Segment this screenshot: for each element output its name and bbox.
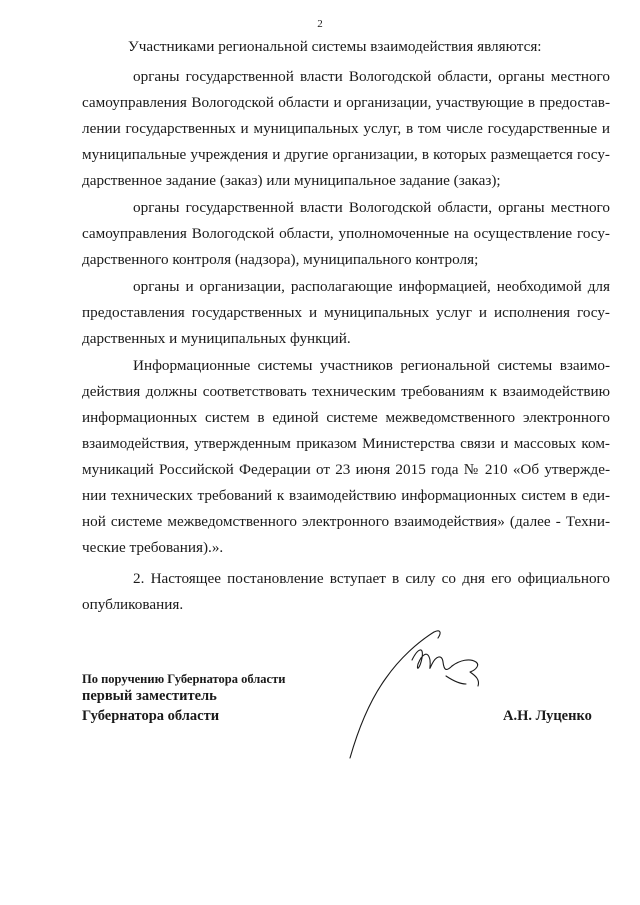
paragraph-item3-line: предоставления государственных и муниципальных услуг и исполнения госу- <box>82 304 610 321</box>
paragraph-item2-line: дарственного контроля (надзора), муниципального контроля; <box>82 251 479 268</box>
page-number: 2 <box>317 18 323 30</box>
paragraph-intro-line: Участниками региональной системы взаимодействия являются: <box>128 38 542 55</box>
paragraph-item3-line: органы и организации, располагающие информацией, необходимой для <box>133 278 610 295</box>
signature-role-line2: первый заместитель <box>82 688 217 704</box>
paragraph-item1-line: дарственное задание (заказ) или муниципальное задание (заказ); <box>82 172 501 189</box>
paragraph-clause2-line: 2. Настоящее постановление вступает в силу со дня его официального <box>133 570 610 587</box>
signatory-name: А.Н. Луценко <box>503 708 592 724</box>
handwritten-signature <box>348 620 508 760</box>
paragraph-info-systems-line: взаимодействия, утвержденным приказом Министерства связи и массовых ком- <box>82 435 610 452</box>
paragraph-info-systems-line: Информационные системы участников региональной системы взаимо- <box>133 357 610 374</box>
paragraph-item1-line: самоуправления Вологодской области и организации, участвующие в предостав- <box>82 94 610 111</box>
paragraph-info-systems-line: ческие требования).». <box>82 539 224 556</box>
paragraph-item3-line: дарственных и муниципальных функций. <box>82 330 351 347</box>
paragraph-info-systems-line: нии технических требований к взаимодействию информационных систем в еди- <box>82 487 610 504</box>
signature-role-line3: Губернатора области <box>82 708 220 724</box>
paragraph-info-systems-line: действия должны соответствовать техническим требованиям к взаимодействию <box>82 383 610 400</box>
paragraph-clause2-line: опубликования. <box>82 596 184 613</box>
paragraph-item1-line: органы государственной власти Вологодской области, органы местного <box>133 68 610 85</box>
paragraph-info-systems-line: муникаций Российской Федерации от 23 июня 2015 года № 210 «Об утвержде- <box>82 461 610 478</box>
paragraph-item1-line: лении государственных и муниципальных услуг, в том числе государственные и <box>82 120 610 137</box>
paragraph-item2-line: самоуправления Вологодской области, уполномоченные на осуществление госу- <box>82 225 610 242</box>
signature-role-line1: По поручению Губернатора области <box>82 672 286 686</box>
paragraph-info-systems-line: ной системе межведомственного электронного взаимодействия» (далее - Техни- <box>82 513 610 530</box>
paragraph-info-systems-line: информационных систем в единой системе межведомственного электронного <box>82 409 610 426</box>
paragraph-item2-line: органы государственной власти Вологодской области, органы местного <box>133 199 610 216</box>
paragraph-item1-line: муниципальные учреждения и другие организации, в которых размещается госу- <box>82 146 610 163</box>
